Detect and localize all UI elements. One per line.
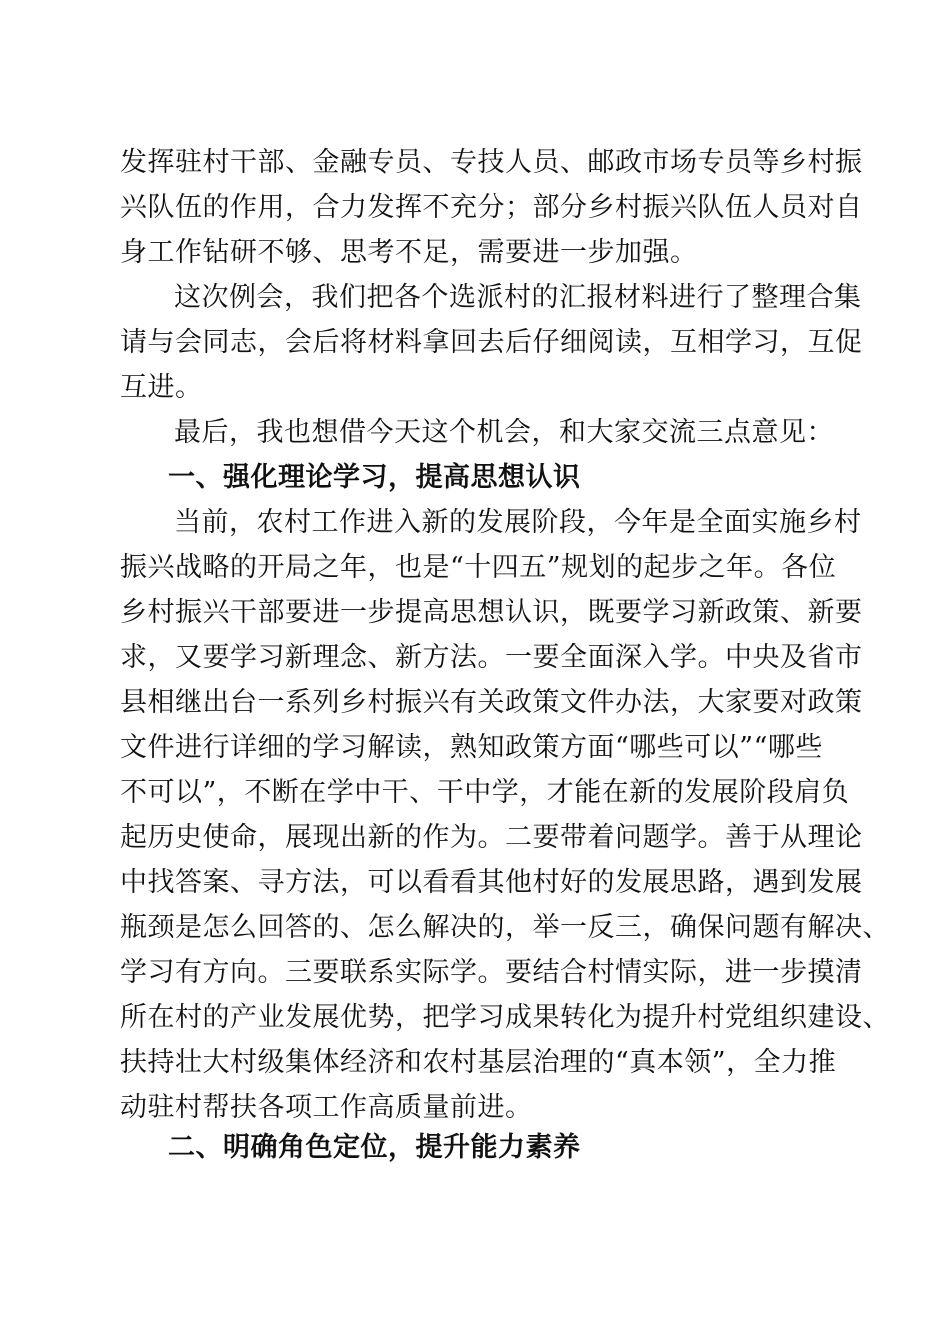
paragraph-line: 求，又要学习新理念、新方法。一要全面深入学。中央及省市 (120, 642, 863, 673)
paragraph-line: 身工作钻研不够、思考不足，需要进一步加强。 (120, 237, 698, 268)
section-heading-2: 二、明确角色定位，提升能力素养 (168, 1132, 581, 1163)
paragraph-line: 所在村的产业发展优势，把学习成果转化为提升村党组织建设、 (120, 1002, 890, 1033)
paragraph-line: 动驻村帮扶各项工作高质量前进。 (120, 1092, 533, 1123)
paragraph-line: 兴队伍的作用，合力发挥不充分；部分乡村振兴队伍人员对自 (120, 192, 863, 223)
paragraph-line: 起历史使命，展现出新的作为。二要带着问题学。善于从理论 (120, 822, 863, 853)
paragraph-line: 中找答案、寻方法，可以看看其他村好的发展思路，遇到发展 (120, 867, 863, 898)
section-heading-1: 一、强化理论学习，提高思想认识 (168, 462, 581, 493)
paragraph-line: 这次例会，我们把各个选派村的汇报材料进行了整理合集 (174, 282, 862, 313)
paragraph-line: 瓶颈是怎么回答的、怎么解决的，举一反三，确保问题有解决、 (120, 912, 890, 943)
paragraph-line: 县相继出台一系列乡村振兴有关政策文件办法，大家要对政策 (120, 687, 863, 718)
paragraph-line: 扶持壮大村级集体经济和农村基层治理的“真本领”，全力推 (120, 1047, 837, 1078)
paragraph-line: 不可以”，不断在学中干、干中学，才能在新的发展阶段肩负 (120, 777, 850, 808)
paragraph-line: 文件进行详细的学习解读，熟知政策方面“哪些可以”“哪些 (120, 732, 823, 763)
paragraph-line: 请与会同志，会后将材料拿回去后仔细阅读，互相学习，互促 (120, 327, 863, 358)
paragraph-line: 发挥驻村干部、金融专员、专技人员、邮政市场专员等乡村振 (120, 147, 863, 178)
paragraph-line: 振兴战略的开局之年，也是“十四五”规划的起步之年。各位 (120, 552, 837, 583)
paragraph-line: 学习有方向。三要联系实际学。要结合村情实际，进一步摸清 (120, 957, 863, 988)
paragraph-line: 最后，我也想借今天这个机会，和大家交流三点意见： (174, 417, 834, 448)
paragraph-line: 乡村振兴干部要进一步提高思想认识，既要学习新政策、新要 (120, 597, 863, 628)
paragraph-line: 当前，农村工作进入新的发展阶段，今年是全面实施乡村 (174, 507, 862, 538)
paragraph-line: 互进。 (120, 372, 203, 403)
